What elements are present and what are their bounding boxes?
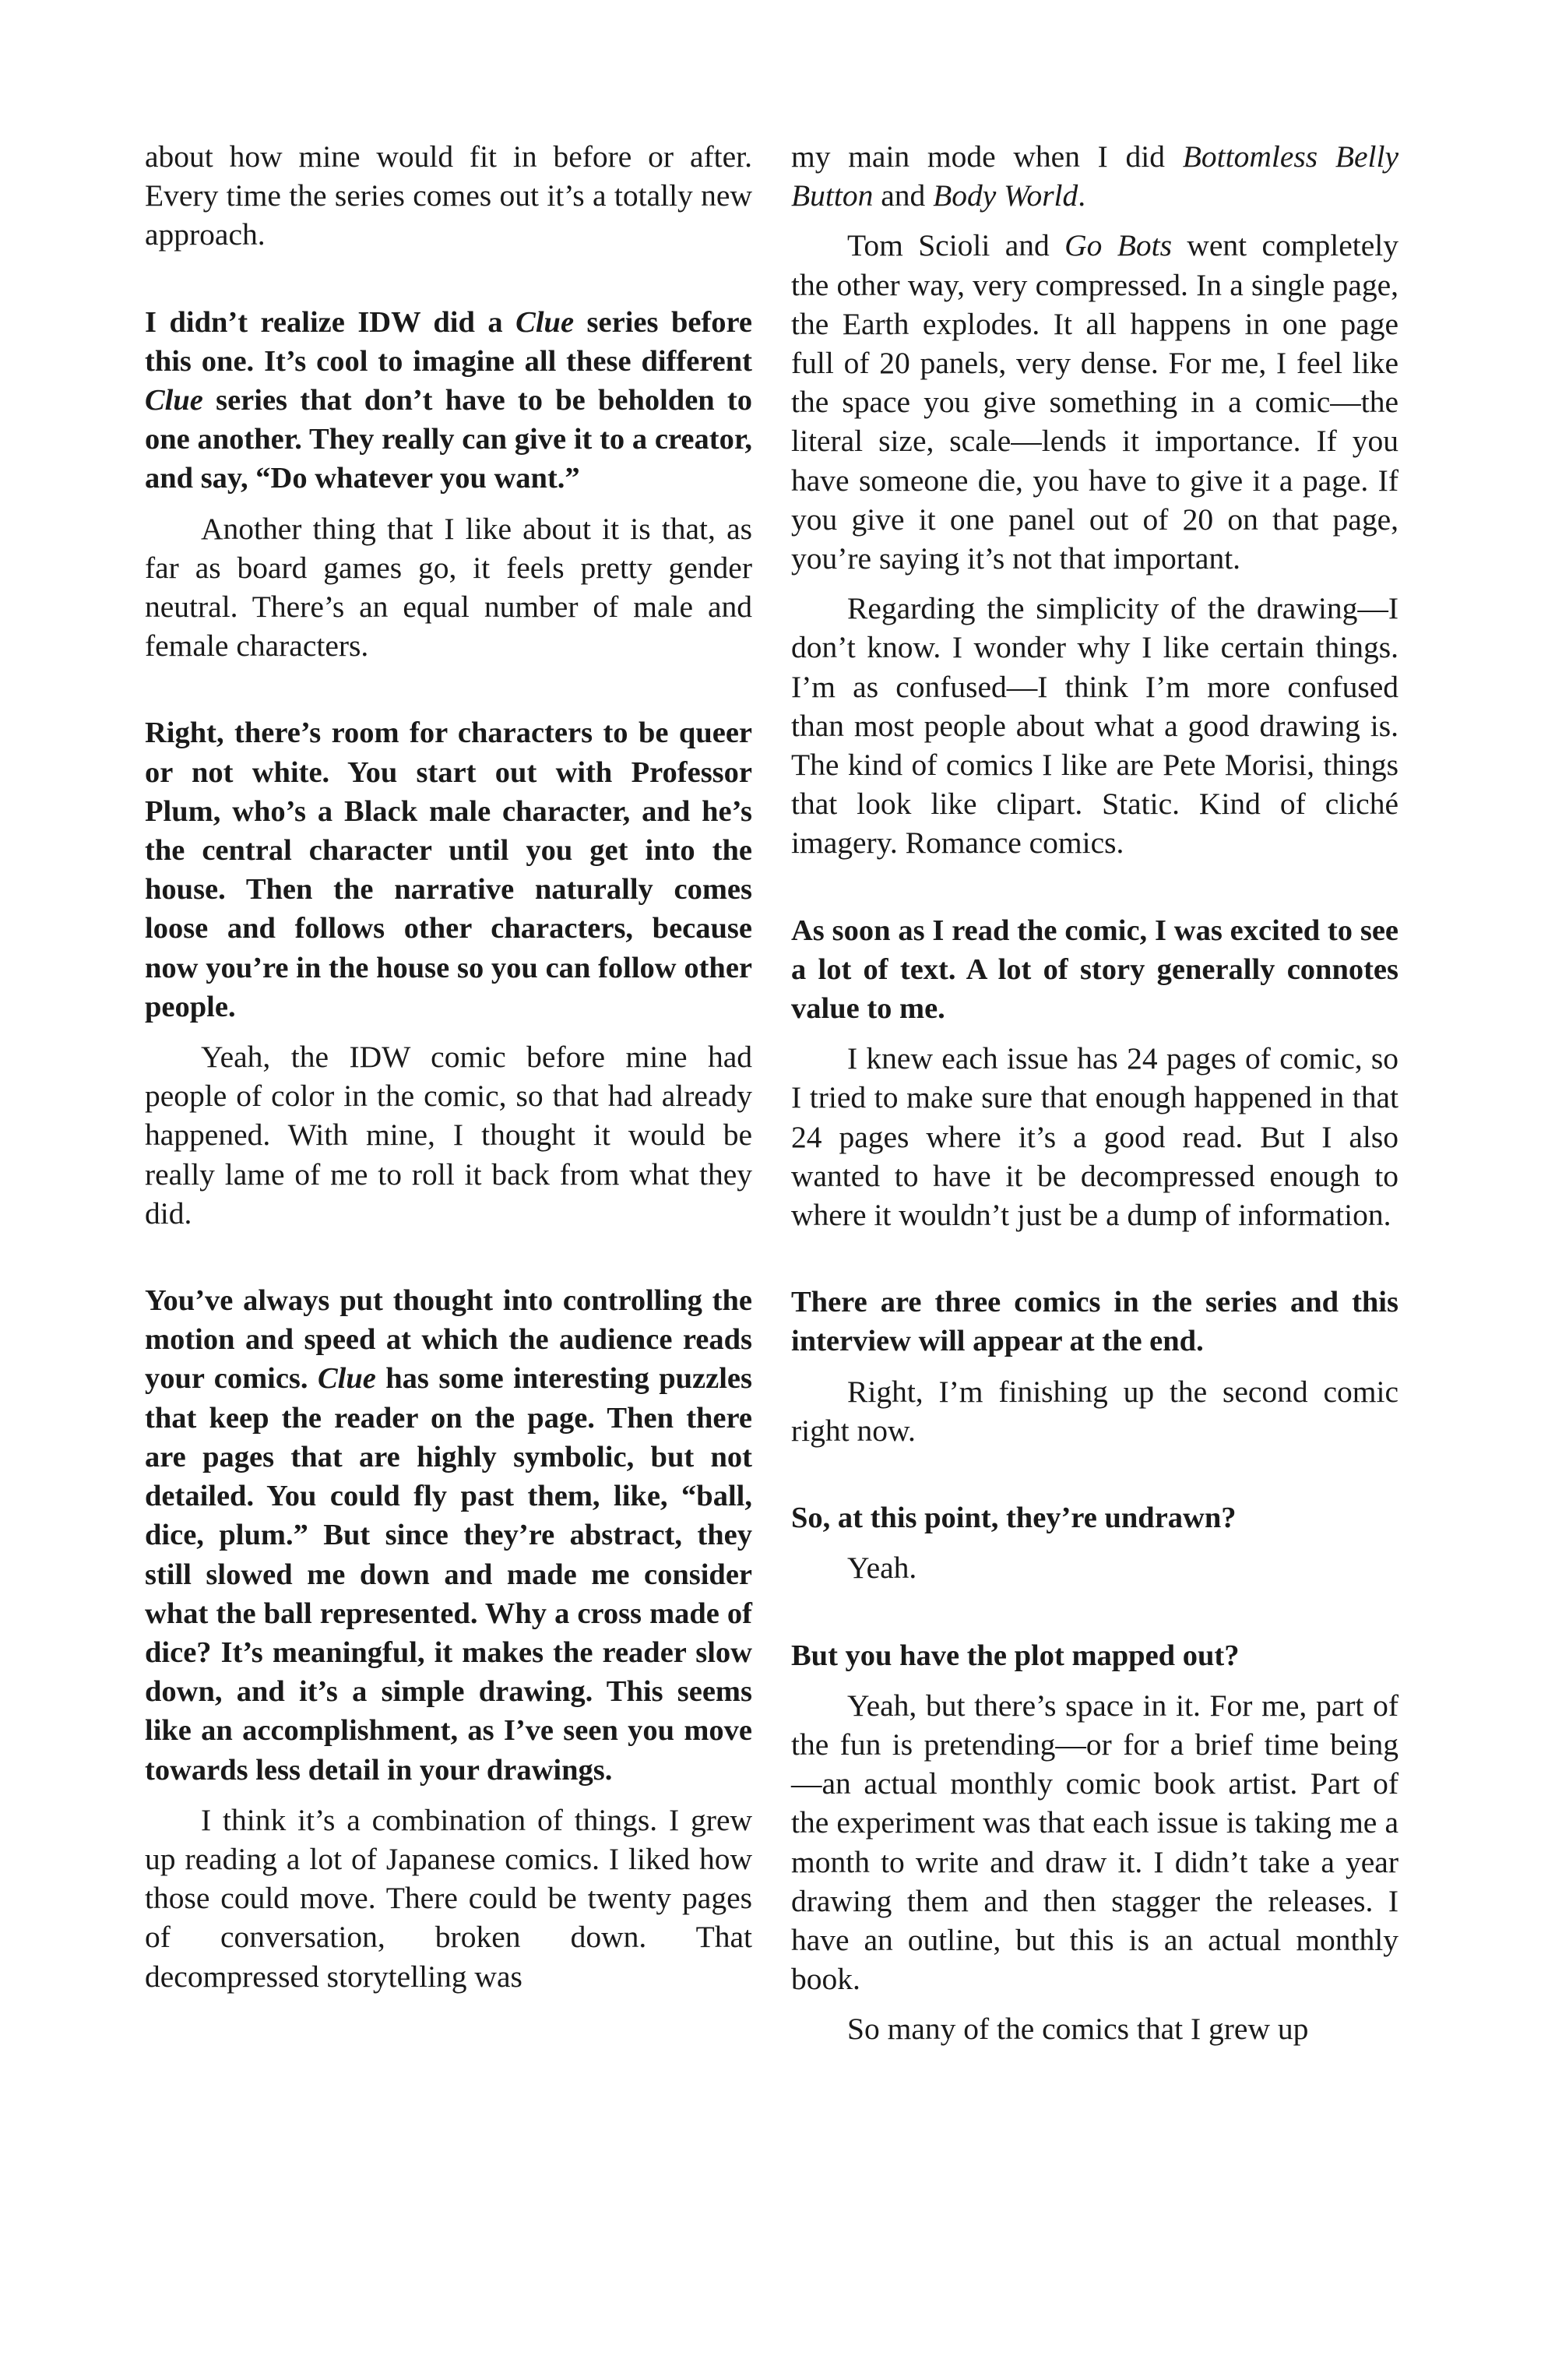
answer-paragraph: Another thing that I like about it is that, as far as board games go, it feels pretty gender neutral. There’s an equal number of male and female characters. — [145, 511, 752, 664]
question-paragraph: As soon as I read the comic, I was excited to see a lot of text. A lot of story generally connotes value to me. — [791, 914, 1398, 1026]
question-paragraph: You’ve always put thought into controlling the motion and speed at which the audience reads your comics. Clue has some interesting puzzles that keep the reader on the page. Then there are pages that are highly symbolic, but not detailed. You could fly past them, like, “ball, dice, plum.” But since they’re abstract, they still slowed me down and made me consider what the ball represented. Why a cross made of dice? It’s meaningful, it makes the reader slow down, and it’s a simple drawing. This seems like an accomplishment, as I’ve seen you move towards less detail in your drawings. — [145, 1284, 752, 1787]
right-column — [791, 137, 1398, 2060]
question-paragraph: Right, there’s room for characters to be queer or not white. You start out with Professor Plum, who’s a Black male character, and he’s the central character until you get into the house. Then the narrative naturally comes loose and follows other characters, because now you’re in the house so you can follow other people. — [145, 716, 752, 1023]
question-paragraph: There are three comics in the series and this interview will appear at the end. — [791, 1286, 1398, 1358]
answer-paragraph: Yeah, the IDW comic before mine had people of color in the comic, so that had already happened. With mine, I thought it would be really lame of me to roll it back from what they did. — [145, 1040, 752, 1230]
answer-paragraph: Regarding the simplicity of the drawing—I don’t know. I wonder why I like certain things. I’m as confused—I think I’m more confused than most people about what a good drawing is. The kind of comics I like are Pete Morisi, things that look like clipart. Static. Kind of cliché imagery. Romance comics. — [791, 591, 1398, 861]
answer-paragraph: Right, I’m finishing up the second comic right now. — [791, 1374, 1398, 1448]
answer-paragraph: about how mine would fit in before or after. Every time the series comes out it’s a totally new approach. — [145, 139, 752, 252]
question-paragraph: I didn’t realize IDW did a Clue series before this one. It’s cool to imagine all these different Clue series that don’t have to be beholden to one another. They really can give it to a creator, and say, “Do whatever you want.” — [145, 305, 753, 495]
answer-paragraph: I knew each issue has 24 pages of comic, so I tried to make sure that enough happened in that 24 pages where it’s a good read. But I also wanted to have it be decompressed enough to where it wouldn’t just be a dump of information. — [791, 1041, 1398, 1233]
answer-paragraph: Tom Scioli and Go Bots went completely the other way, very compressed. In a single page, the Earth explodes. It all happens in one page full of 20 panels, very dense. For me, I feel like the space you give something in a comic—the literal size, scale—lends it importance. If you have someone die, you have to give it a page. If you give it one panel out of 20 on that page, you’re saying it’s not that important. — [791, 228, 1398, 576]
answer-paragraph: I think it’s a combination of things. I grew up reading a lot of Japanese comics. I liked how those could move. There could be twenty pages of conversation, broken down. That decompressed storytelling was — [145, 1802, 752, 1994]
answer-paragraph: Yeah. — [847, 1551, 917, 1586]
answer-paragraph: my main mode when I did Bottomless Belly Button and Body World. — [791, 139, 1398, 213]
question-paragraph: But you have the plot mapped out? — [791, 1639, 1240, 1672]
answer-paragraph: So many of the comics that I grew up — [847, 2012, 1309, 2047]
question-paragraph: So, at this point, they’re undrawn? — [791, 1502, 1237, 1535]
left-column — [145, 137, 752, 2007]
answer-paragraph: Yeah, but there’s space in it. For me, part of the fun is pretending—or for a brief time being—an actual monthly comic book artist. Part of the experiment was that each issue is taking me a month to write and draw it. I didn’t take a year drawing them and then stagger the releases. I have an outline, but this is an actual monthly book. — [791, 1688, 1398, 1997]
